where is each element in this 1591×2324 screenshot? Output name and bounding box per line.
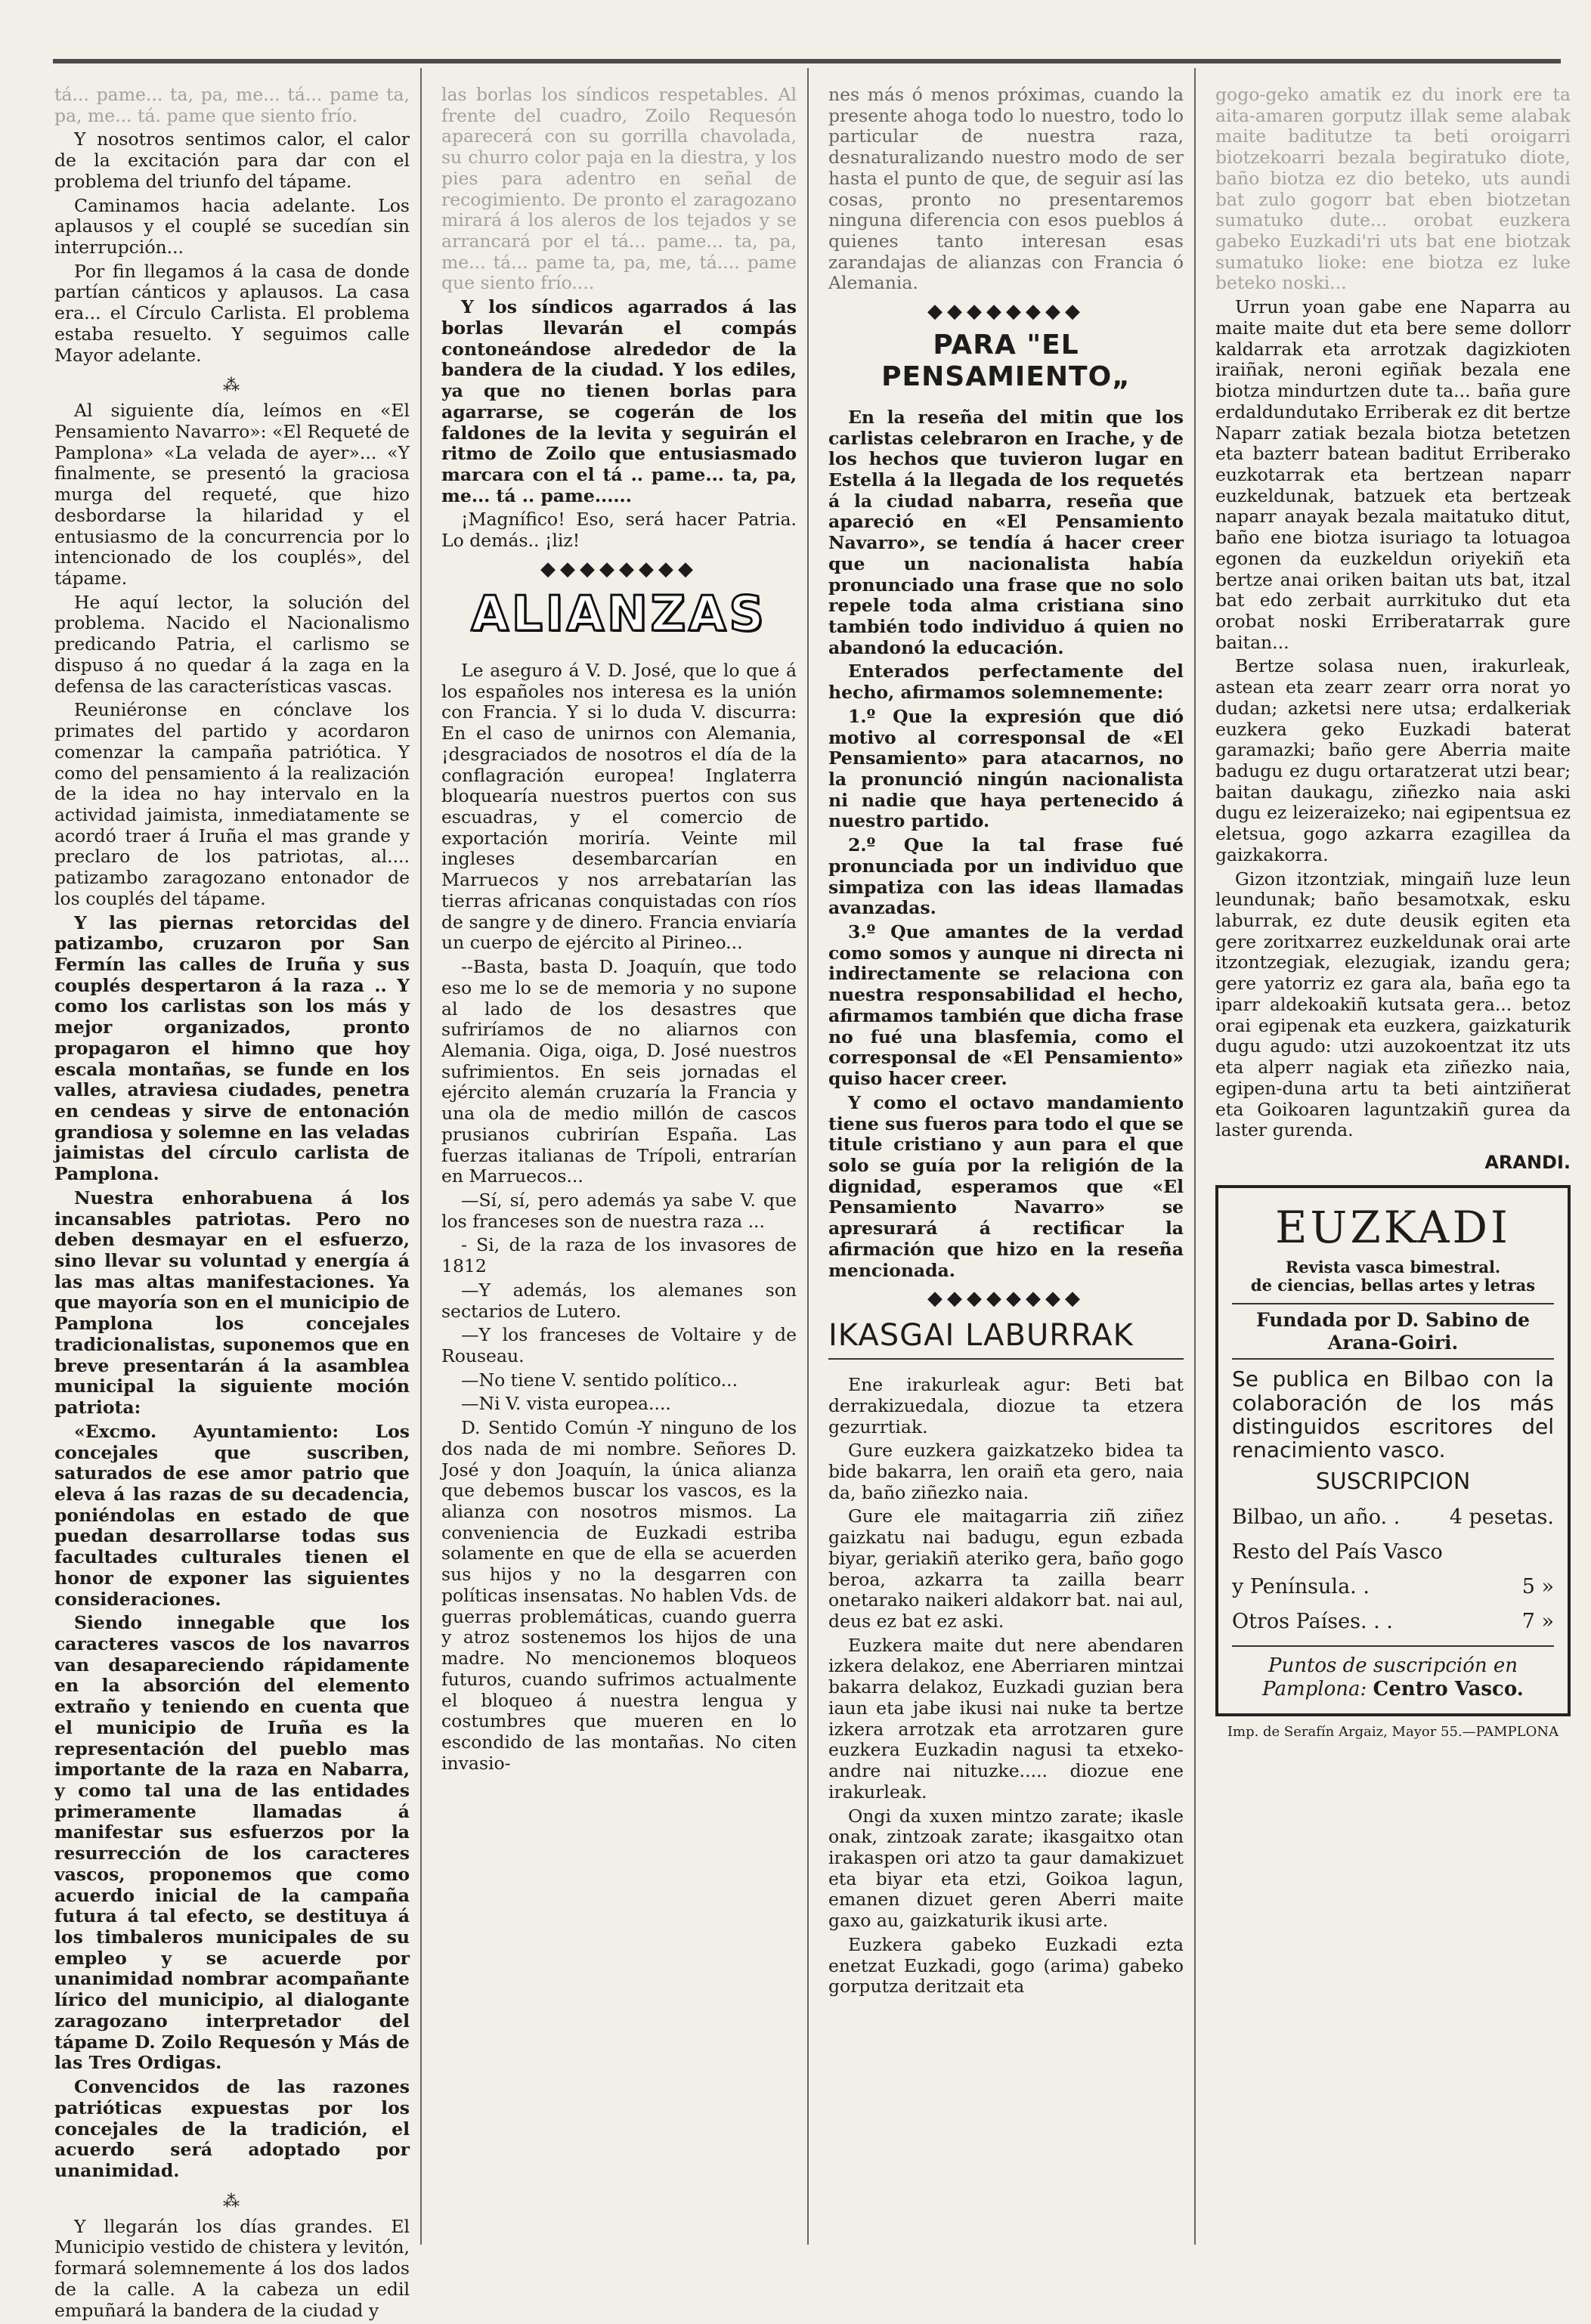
price-label: Resto del País Vasco bbox=[1232, 1540, 1443, 1564]
paragraph: Convencidos de las razones patrióticas expuestas por los concejales de la tradición, el acuerdo será adoptado por unanimidad. bbox=[54, 2076, 410, 2181]
signature: ARANDI. bbox=[1484, 1151, 1571, 1173]
paragraph: Nuestra enhorabuena á los incansables patriotas. Pero no deben desmayar en el esfuerzo, sino llevar su voluntad y energía á las mas altas manifestaciones. Ya que mayoría son en el municipio de Pamplona los concejales tradicionalistas, suponemos que en breve presentarán á la asamblea municipal la siguiente moción patriota: bbox=[54, 1187, 410, 1419]
ad-footer-place: Centro Vasco. bbox=[1373, 1678, 1524, 1701]
column-4 bbox=[1215, 85, 1571, 1740]
ad-footer-line: Puntos de suscripción en bbox=[1268, 1654, 1518, 1678]
paragraph: Reuniéronse en cónclave los primates del partido y acordaron comenzar la campaña patriótica. Y como del pensamiento á la realización de la idea no hay intervalo en la actividad jaimista, inmediatamente se acordó traer á Iruña el mas grande y preclaro de los patriotas, al.... patizambo zaragozano entonador de los couplés del tápame. bbox=[54, 699, 410, 909]
paragraph: —Y además, los alemanes son sectarios de Lutero. bbox=[441, 1279, 797, 1322]
ad-title: EUZKADI bbox=[1275, 1202, 1511, 1254]
divider-ornament: ◆◆◆◆◆◆◆◆ bbox=[540, 557, 698, 580]
paragraph: Euzkera gabeko Euzkadi ezta enetzat Euzkadi, gogo (arima) gabeko gorputza deritzait eta bbox=[828, 1933, 1184, 1998]
price-row bbox=[1232, 1575, 1554, 1599]
paragraph: Euzkera maite dut nere abendaren izkera delakoz, ene Aberriaren mintzai bakarra delakoz, Euzkadi guzian bera iaun eta jabe ikusi nai nuke ta bertze izkera arrotzak eta arrotzaren gure euzkera Euzkadin nagusi ta etxeko-andre nai nituzke..... diozue ene irakurleak. bbox=[828, 1634, 1184, 1803]
paragraph: Por fin llegamos á la casa de donde partían cánticos y aplausos. La casa era... el Círculo Carlista. El problema estaba resuelto. Y seguimos calle Mayor adelante. bbox=[54, 260, 410, 366]
price-row bbox=[1232, 1610, 1554, 1634]
paragraph: ¡Magnífico! Eso, será hacer Patria. Lo demás.. ¡liz! bbox=[441, 509, 797, 552]
paragraph: Bertze solasa nuen, irakurleak, astean eta zearr zearr orra norat yo dudan; azketsi nere utsa; erdalkeriak euzkera geko Euzkadi baterat garamazki; baño gere Aberria maite badugu ez dugu ortaratzerat utzi bear; baitan daukagu, ziñezko naia aski dugu ez leizeraizeko; nai egipentsua ez eletsua, gogo azkarra ezagillea da gaizkakorra. bbox=[1215, 655, 1571, 865]
ad-body: Se publica en Bilbao con la colaboración de los más distinguidos escritores del renacimiento vasco. bbox=[1232, 1366, 1554, 1463]
price-label: Bilbao, un año. . bbox=[1232, 1505, 1401, 1530]
divider-ornament: ◆◆◆◆◆◆◆◆ bbox=[927, 1287, 1085, 1311]
paragraph: Caminamos hacia adelante. Los aplausos y el couplé se sucedían sin interrupción... bbox=[54, 194, 410, 258]
paragraph: Enterados perfectamente del hecho, afirmamos solemnemente: bbox=[828, 661, 1184, 704]
paragraph: —Ni V. vista europea.... bbox=[461, 1393, 671, 1415]
paragraph: 1.º Que la expresión que dió motivo al corresponsal de «El Pensamiento» para atacarnos, no la pronunció ningún nacionalista ni nadie que haya pertenecido á nuestro partido. bbox=[828, 705, 1184, 832]
paragraph: He aquí lector, la solución del problema. Nacido el Nacionalismo predicando Patria, el carlismo se dispuso á no quedar á la zaga en la defensa de las características vascas. bbox=[54, 591, 410, 697]
paragraph: —Sí, sí, pero además ya sabe V. que los franceses son de nuestra raza ... bbox=[441, 1189, 797, 1232]
ad-subtitle: Revista vasca bimestral. bbox=[1285, 1257, 1501, 1276]
paragraph: Ene irakurleak agur: Beti bat derrakizuedala, diozue ta etzera gezurrtiak. bbox=[828, 1374, 1184, 1437]
ad-footer-line: Pamplona: bbox=[1262, 1678, 1367, 1701]
price-value: 4 pesetas. bbox=[1449, 1505, 1554, 1530]
divider-ornament: ◆◆◆◆◆◆◆◆ bbox=[927, 300, 1085, 323]
paragraph: las borlas los síndicos respetables. Al frente del cuadro, Zoilo Requesón aparecerá con su gorrilla chavolada, su churro color paja en la diestra, y los pies para adentro en señal de recogimiento. De pronto el zaragozano mirará á los aleros de los tejados y se arrancará por el tá... pame... ta, pa, me... tá... pame ta, pa, me, tá.... pame que siento frío.... bbox=[441, 84, 797, 294]
column-divider bbox=[807, 68, 809, 2245]
column-divider bbox=[420, 68, 422, 2245]
price-value: 5 » bbox=[1521, 1574, 1554, 1598]
top-rule bbox=[53, 59, 1561, 63]
column-1 bbox=[54, 85, 410, 2324]
paragraph: Le aseguro á V. D. José, que lo que á los españoles nos interesa es la unión con Francia. Y si lo duda V. discurra: En el caso de unirnos con Alemania, ¡desgraciados de nosotros el día de la conflagración europea! Inglaterra bloquearía nuestros puertos con sus escuadras, y el comercio de exportación moriría. Veinte mil ingleses desembarcarían en Marruecos y nos arrebatarían las tierras africanas conquistadas con ríos de sangre y de dinero. Francia enviaría un cuerpo de ejército al Pirineo... bbox=[441, 660, 797, 954]
paragraph: Y las piernas retorcidas del patizambo, cruzaron por San Fermín las calles de Iruña y sus couplés despertaron á la raza .. Y como los carlistas son los más y mejor organizados, pronto propagaron el himno que hoy escala montañas, se funde en los valles, atraviesa ciudades, penetra en cendeas y sirve de entonación grandiosa y solemne en las veladas jaimistas del círculo carlista de Pamplona. bbox=[54, 911, 410, 1185]
paragraph: Gure ele maitagarria ziñ ziñez gaizkatu nai badugu, egun ezbada biyar, geriakiñ ateriko gera, baño gogo beroa, azkarra ta zailla bearr onetarako naikeri aldakorr bat. nai aul, deus ez bat ez aski. bbox=[828, 1505, 1184, 1632]
euzkadi-advertisement bbox=[1215, 1185, 1571, 1716]
ad-founder: Fundada por D. Sabino de Arana-Goiri. bbox=[1232, 1303, 1554, 1360]
paragraph: Y nosotros sentimos calor, el calor de la excitación para dar con el problema del triunfo del tápame. bbox=[54, 128, 410, 192]
paragraph: Y como el octavo mandamiento tiene sus fueros para todo el que se titule cristiano y aun para el que solo se guía por la religión de la dignidad, esperamos que «El Pensamiento Navarro» se apresurará á rectificar la afirmación que hizo en la reseña mencionada. bbox=[828, 1091, 1184, 1281]
price-label: Otros Países. . . bbox=[1232, 1609, 1393, 1633]
headline-para-el-pensamiento: PARA "EL PENSAMIENTO„ bbox=[881, 329, 1131, 393]
price-label: y Península. . bbox=[1232, 1574, 1370, 1598]
paragraph: Al siguiente día, leímos en «El Pensamiento Navarro»: «El Requeté de Pamplona» «La velada de ayer»... «Y finalmente, se presentó la graciosa murga del requeté, que hizo desbordarse la hilaridad y el entusiasmo de la concurrencia por lo intencionado de los couplés», del tápame. bbox=[54, 400, 410, 590]
paragraph: Y los síndicos agarrados á las borlas llevarán el compás contoneándose alrededor de la bandera de la ciudad. Y los ediles, ya que no tienen borlas para agarrarse, se cogerán de los faldones de la levita y seguirán el ritmo de Zoilo que entusiasmado marcara con el tá .. pame... ta, pa, me... tá .. pame...... bbox=[441, 296, 797, 506]
column-divider bbox=[1194, 68, 1196, 2245]
paragraph: Urrun yoan gabe ene Naparra au maite maite dut eta bere seme dollorr kaldarrak eta arrotzak dagizkioten iraiñak, neroni egiñak bezala ene biotza mindurtzen dute ta... baña gure erdaldundutako Erriberak ez dit bertze Naparr zatiak bezala biotza betetzen eta bazterr batean baditut Erriberako euzkotarrak eta bertzean naparr euzkeldunak, batzuek eta bertzeak naparr anayak bezala maitatuko ditut, baño ene biotza isuriago ta lotuagoa egonen da euzkeldun oriyekiñ eta bertze anai oriken baitan uts bat, itzal bat edo zerbait aurrkituko dut eta orobat noski Erriberatarrak gure baitan... bbox=[1215, 296, 1571, 653]
headline-ikasgai-laburrak: IKASGAI LABURRAK bbox=[828, 1318, 1184, 1360]
paragraph: En la reseña del mitin que los carlistas celebraron en Irache, y de los hechos que tuvieron lugar en Estella á la llegada de los requetés á la ciudad nabarra, reseña que apareció en «El Pensamiento Navarro», se tendía á hacer creer que un nacionalista había pronunciado una frase que no solo repele toda alma cristiana sino también todo individuo á quien no abandonó la educación. bbox=[828, 406, 1184, 658]
asterism-ornament: ⁂ bbox=[223, 376, 241, 396]
price-row bbox=[1232, 1505, 1554, 1530]
paragraph: 3.º Que amantes de la verdad como somos y aunque ni directa ni indirectamente se relaciona con nuestra responsabilidad el hecho, afirmamos también que dicha frase no fué una blasfemia, como el corresponsal de «El Pensamiento» quiso hacer creer. bbox=[828, 921, 1184, 1090]
asterism-ornament: ⁂ bbox=[223, 2192, 241, 2211]
paragraph: Siendo innegable que los caracteres vascos de los navarros van desapareciendo rápidamente en la absorción del elemento extraño y teniendo en cuenta que el municipio de Iruña es la representación del pueblo mas importante de la raza en Nabarra, y como tal una de las entidades primeramente llamadas á manifestar sus esfuerzos por la resurrección de los caracteres vascos, proponemos que como acuerdo inicial de la campaña futura á tal efecto, se destituya á los timbaleros municipales de su empleo y se acuerde por unanimidad nombrar acompañante lírico del municipio, al dialogante zaragozano interpretador del tápame D. Zoilo Requesón y Más de las Tres Ordigas. bbox=[54, 1612, 410, 2074]
price-value: 7 » bbox=[1521, 1609, 1554, 1633]
paragraph: Gure euzkera gaizkatzeko bidea ta bide bakarra, len oraiñ eta gero, naia da, baño ziñezko naia. bbox=[828, 1440, 1184, 1503]
paragraph: - Si, de la raza de los invasores de 1812 bbox=[441, 1234, 797, 1277]
price-row bbox=[1232, 1540, 1554, 1564]
paragraph: Ongi da xuxen mintzo zarate; ikasle onak, zintzoak zarate; ikasgaitxo otan irakaspen ori atzo ta gaur damakizuet eta biyar eta etzi, Goikoa lagun, emanen dizuet geren Aberri maite gaxo au, gaizkaturik ikusi arte. bbox=[828, 1805, 1184, 1932]
paragraph: nes más ó menos próximas, cuando la presente ahoga todo lo nuestro, todo lo particular de nuestra raza, desnaturalizando nuestro modo de ser hasta el punto de que, de seguir así las cosas, pronto no presentaremos ninguna diferencia con esos pueblos á quienes tanto interesan esas zarandajas de alianzas con Francia ó Alemania. bbox=[828, 84, 1184, 294]
ad-footer bbox=[1232, 1645, 1554, 1700]
paragraph: Y llegarán los días grandes. El Municipio vestido de chistera y levitón, formará solemnemente á los dos lados de la calle. A la cabeza un edil empuñará la bandera de la ciudad y bbox=[54, 2215, 410, 2321]
paragraph: Gizon itzontziak, mingaiñ luze leun leundunak; baño besamotxak, esku laburrak, ez dute deusik egiten eta gere zoritxarrez euzkeldunak orai arte itzontzegiak, elezugiak, izandu gera; gere yatorriz ez gara ala, baña ego ta iparr aldekoakiñ kutsata gera... betoz orai egipenak eta euzkera, gaizkaturik dugu agudo: utzi auzokoentzat itz uts eta alperr nagiak eta ziñezko naia, egipen-duna artu ta beti aintziñerat eta Goikoaren laguntzakiñ gurea da laster gurenda. bbox=[1215, 868, 1571, 1141]
paragraph: D. Sentido Común -Y ninguno de los dos nada de mi nombre. Señores D. José y don Joaquín, la única alianza que debemos buscar los vascos, es la alianza con nosotros mismos. La conveniencia de Euzkadi estriba solamente en que de ella se acuerden sus hijos y no la desgarren con políticas insensatas. No hablen Vds. de guerras problemáticas, cuando guerra y atroz sostenemos los hijos de una madre. No mencionemos bloqueos futuros, cuando sufrimos actualmente el bloqueo á nuestra lengua y costumbres que mueren en lo escondido de las montañas. No citen invasio- bbox=[441, 1417, 797, 1774]
paragraph: —Y los franceses de Voltaire y de Rouseau. bbox=[441, 1324, 797, 1366]
column-2 bbox=[441, 85, 797, 1777]
ad-subscription-heading: SUSCRIPCION bbox=[1315, 1468, 1471, 1495]
paragraph: 2.º Que la tal frase fué pronunciada por un individuo que simpatiza con las ideas llamadas avanzadas. bbox=[828, 834, 1184, 919]
paragraph: gogo-geko amatik ez du inork ere ta aita-amaren gorputz illak seme alabak maite baditutze ta beti oroigarri biotzekoarri bezala begiratuko diote, baño biotza ez dio beteko, uts aundi bat zulo gogorr bat eben biotzetan sumatuko dute... orobat euzkera gabeko Euzkadi'ri uts bat ene biotzak sumatuko lioke: ene biotza ez luke beteko noski... bbox=[1215, 84, 1571, 294]
headline-alianzas: ALIANZAS bbox=[471, 586, 767, 643]
paragraph: «Excmo. Ayuntamiento: Los concejales que suscriben, saturados de ese amor patrio que eleva á las razas de su decadencia, poniéndolas en estado de que puedan desarrollarse todas sus facultades culturales tienen el honor de exponer las siguientes consideraciones. bbox=[54, 1420, 410, 1610]
paragraph: tá... pame... ta, pa, me... tá... pame ta, pa, me... tá. pame que siento frío. bbox=[54, 84, 410, 126]
printer-imprint: Imp. de Serafín Argaiz, Mayor 55.—PAMPLONA bbox=[1227, 1723, 1559, 1740]
ad-subtitle: de ciencias, bellas artes y letras bbox=[1250, 1276, 1536, 1295]
paragraph: —No tiene V. sentido político... bbox=[461, 1369, 738, 1391]
paragraph: --Basta, basta D. Joaquín, que todo eso me lo se de memoria y no supone al lado de los desastres que sufriríamos de no aliarnos con Alemania. Oiga, oiga, D. José nuestros sufrimientos. En seis jornadas el ejército alemán cruzaría la Francia y una ola de medio millón de cascos prusianos cubrirían España. Las fuerzas italianas de Trípoli, entrarían en Marruecos... bbox=[441, 956, 797, 1187]
column-3 bbox=[828, 85, 1184, 2001]
